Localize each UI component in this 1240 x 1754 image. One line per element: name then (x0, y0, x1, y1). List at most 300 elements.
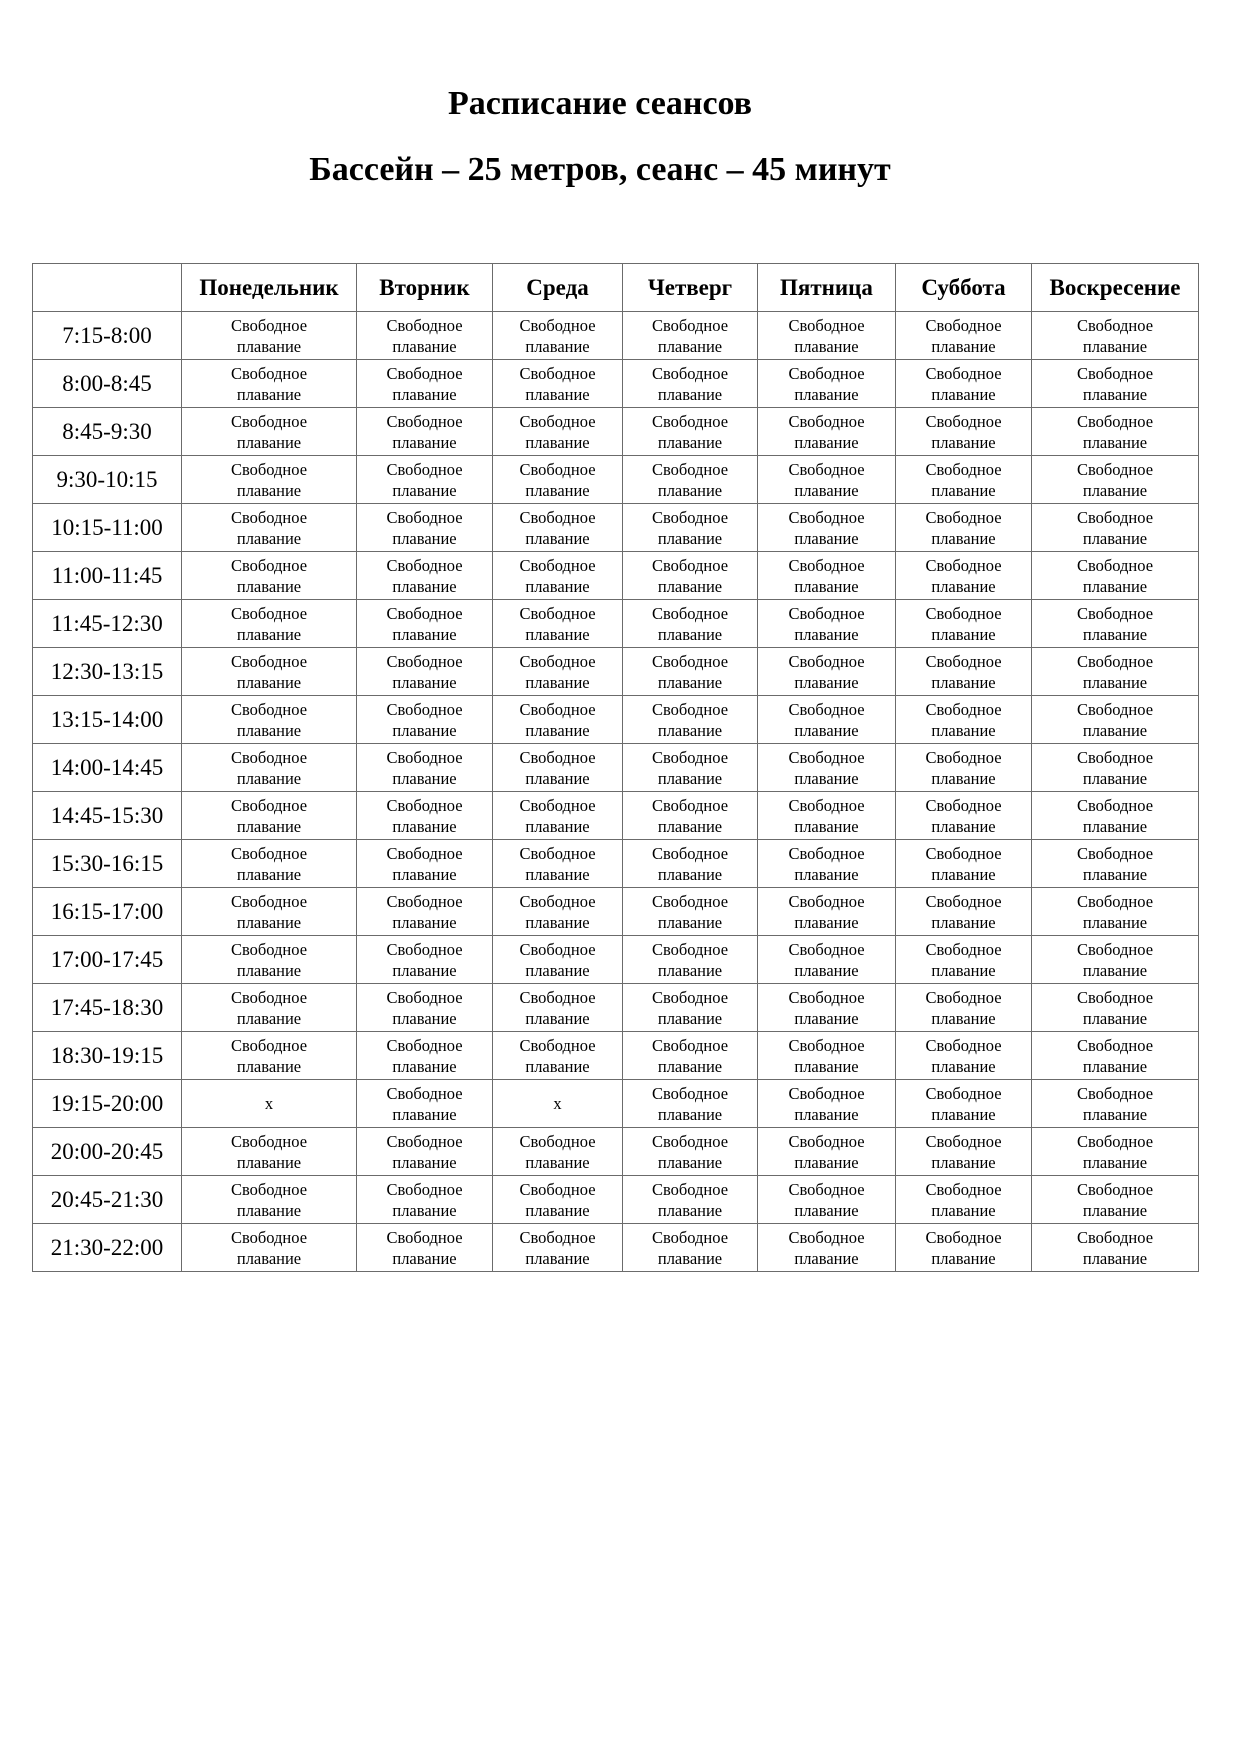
time-slot: 14:00-14:45 (33, 744, 182, 792)
session-label-line1: Свободное (1076, 1083, 1154, 1103)
session-label-line1: Свободное (1076, 315, 1154, 335)
session-label-line1: Свободное (651, 555, 729, 575)
session-label-line2: плавание (236, 624, 302, 644)
session-cell (1032, 504, 1199, 552)
session-label-line1: Свободное (651, 891, 729, 911)
session-cell (758, 792, 896, 840)
session-cell (1032, 600, 1199, 648)
session-label-line2: плавание (657, 384, 723, 404)
session-cell (896, 840, 1032, 888)
session-label-line1: Свободное (651, 1035, 729, 1055)
session-cell (182, 360, 357, 408)
session-label-line1: Свободное (1076, 411, 1154, 431)
session-label-line2: плавание (657, 576, 723, 596)
schedule-table (32, 263, 1199, 1272)
session-cell (493, 456, 623, 504)
time-slot: 13:15-14:00 (33, 696, 182, 744)
session-label-line1: Свободное (1076, 939, 1154, 959)
session-cell (758, 456, 896, 504)
session-label-line1: Свободное (230, 651, 308, 671)
session-label-line2: плавание (236, 1056, 302, 1076)
session-label-line2: плавание (525, 1008, 590, 1028)
session-label-line2: плавание (931, 528, 996, 548)
session-label-line2: плавание (794, 912, 859, 932)
session-cell (896, 1032, 1032, 1080)
session-label-line2: плавание (657, 1056, 723, 1076)
session-label-line1: Свободное (230, 747, 308, 767)
session-cell (758, 1032, 896, 1080)
session-label-line2: плавание (1082, 816, 1148, 836)
session-cell (182, 984, 357, 1032)
session-label-line2: плавание (392, 432, 457, 452)
table-row (33, 1032, 1199, 1080)
session-cell (623, 360, 758, 408)
session-cell (493, 984, 623, 1032)
session-cell (1032, 1080, 1199, 1128)
session-label-line2: плавание (657, 816, 723, 836)
session-label-line1: Свободное (386, 939, 463, 959)
session-cell (493, 888, 623, 936)
session-label-line1: Свободное (925, 507, 1002, 527)
session-label-line2: плавание (525, 384, 590, 404)
session-cell (623, 744, 758, 792)
session-label-line1: Свободное (925, 891, 1002, 911)
session-label-line2: плавание (794, 672, 859, 692)
session-label-line1: Свободное (1076, 987, 1154, 1007)
session-cell (182, 840, 357, 888)
session-cell (357, 456, 493, 504)
session-label-line1: Свободное (230, 363, 308, 383)
session-label-line2: плавание (236, 384, 302, 404)
session-label-line2: плавание (931, 576, 996, 596)
session-label-line1: Свободное (651, 1131, 729, 1151)
session-label-line1: Свободное (386, 1227, 463, 1247)
session-cell (182, 1176, 357, 1224)
session-cell (758, 1176, 896, 1224)
session-label-line2: плавание (794, 1200, 859, 1220)
session-label-line1: Свободное (1076, 1179, 1154, 1199)
session-label-line1: Свободное (230, 795, 308, 815)
session-cell (493, 360, 623, 408)
session-cell (182, 552, 357, 600)
session-label-line2: плавание (931, 1152, 996, 1172)
session-label-line2: плавание (392, 336, 457, 356)
session-label-line2: плавание (1082, 912, 1148, 932)
table-row (33, 696, 1199, 744)
day-header: Вторник (357, 264, 493, 312)
session-cell (896, 360, 1032, 408)
session-cell (623, 456, 758, 504)
session-label-line2: плавание (657, 1200, 723, 1220)
session-cell (182, 888, 357, 936)
time-slot: 15:30-16:15 (33, 840, 182, 888)
session-label-line1: Свободное (925, 363, 1002, 383)
session-label-line1: Свободное (519, 843, 596, 863)
session-label-line1: Свободное (386, 699, 463, 719)
session-label-line1: Свободное (1076, 843, 1154, 863)
session-cell (758, 312, 896, 360)
session-label-line1: Свободное (925, 939, 1002, 959)
session-cell (623, 792, 758, 840)
session-label-line1: Свободное (519, 1131, 596, 1151)
time-slot: 21:30-22:00 (33, 1224, 182, 1272)
session-label-line2: плавание (794, 1104, 859, 1124)
session-cell (493, 1176, 623, 1224)
session-label-line1: Свободное (925, 1083, 1002, 1103)
session-label-line1: Свободное (651, 315, 729, 335)
session-label-line2: плавание (794, 624, 859, 644)
session-label-line1: Свободное (230, 459, 308, 479)
session-cell (1032, 456, 1199, 504)
session-cell (182, 1128, 357, 1176)
time-slot: 8:00-8:45 (33, 360, 182, 408)
session-cell (1032, 1128, 1199, 1176)
session-label-line2: плавание (392, 1104, 457, 1124)
session-label-line2: плавание (392, 864, 457, 884)
session-label-line2: плавание (657, 1104, 723, 1124)
session-cell (1032, 1032, 1199, 1080)
session-cell (182, 504, 357, 552)
session-label-line1: Свободное (1076, 363, 1154, 383)
session-cell (758, 696, 896, 744)
day-header: Среда (493, 264, 623, 312)
session-cell (896, 696, 1032, 744)
session-label-line1: Свободное (1076, 1227, 1154, 1247)
session-cell (623, 1080, 758, 1128)
session-label-line2: плавание (236, 528, 302, 548)
session-cell (623, 1128, 758, 1176)
session-label-line2: плавание (236, 768, 302, 788)
session-cell (1032, 744, 1199, 792)
session-cell (357, 600, 493, 648)
session-label-line1: Свободное (788, 1035, 865, 1055)
closed-cell: x (182, 1080, 357, 1128)
session-label-line2: плавание (236, 672, 302, 692)
time-slot: 17:45-18:30 (33, 984, 182, 1032)
session-label-line2: плавание (236, 480, 302, 500)
session-label-line2: плавание (392, 384, 457, 404)
session-cell (896, 504, 1032, 552)
session-label-line2: плавание (794, 576, 859, 596)
session-label-line2: плавание (1082, 576, 1148, 596)
session-cell (493, 1224, 623, 1272)
session-label-line1: Свободное (519, 891, 596, 911)
session-label-line1: Свободное (230, 1227, 308, 1247)
session-label-line2: плавание (236, 1248, 302, 1268)
session-label-line1: Свободное (925, 843, 1002, 863)
session-label-line1: Свободное (788, 507, 865, 527)
session-label-line1: Свободное (386, 555, 463, 575)
session-cell (357, 1128, 493, 1176)
session-cell (357, 936, 493, 984)
session-cell (182, 1032, 357, 1080)
session-cell (357, 888, 493, 936)
session-label-line2: плавание (525, 480, 590, 500)
session-cell (896, 1080, 1032, 1128)
session-label-line1: Свободное (230, 555, 308, 575)
session-label-line1: Свободное (386, 603, 463, 623)
session-label-line2: плавание (657, 1152, 723, 1172)
session-label-line2: плавание (525, 816, 590, 836)
session-label-line2: плавание (931, 336, 996, 356)
session-cell (758, 984, 896, 1032)
session-label-line1: Свободное (230, 939, 308, 959)
session-cell (493, 696, 623, 744)
time-slot: 11:45-12:30 (33, 600, 182, 648)
session-label-line2: плавание (392, 816, 457, 836)
session-cell (1032, 1176, 1199, 1224)
session-label-line1: Свободное (386, 411, 463, 431)
session-label-line1: Свободное (386, 315, 463, 335)
table-row (33, 552, 1199, 600)
session-label-line1: Свободное (230, 603, 308, 623)
session-cell (182, 456, 357, 504)
session-label-line2: плавание (525, 1152, 590, 1172)
session-label-line2: плавание (657, 912, 723, 932)
session-label-line2: плавание (931, 480, 996, 500)
session-label-line1: Свободное (925, 747, 1002, 767)
session-label-line2: плавание (931, 1200, 996, 1220)
session-label-line2: плавание (525, 1248, 590, 1268)
session-label-line1: Свободное (230, 699, 308, 719)
session-label-line2: плавание (931, 672, 996, 692)
session-label-line1: Свободное (519, 459, 596, 479)
session-cell (758, 408, 896, 456)
session-label-line1: Свободное (651, 939, 729, 959)
session-cell (493, 648, 623, 696)
time-slot: 7:15-8:00 (33, 312, 182, 360)
session-cell (1032, 792, 1199, 840)
session-cell (623, 312, 758, 360)
session-cell (493, 840, 623, 888)
session-label-line2: плавание (1082, 624, 1148, 644)
session-label-line2: плавание (657, 672, 723, 692)
session-label-line1: Свободное (788, 603, 865, 623)
session-label-line2: плавание (1082, 1200, 1148, 1220)
session-label-line1: Свободное (788, 1227, 865, 1247)
corner-cell (33, 264, 182, 312)
session-label-line2: плавание (1082, 672, 1148, 692)
session-cell (758, 600, 896, 648)
session-label-line1: Свободное (925, 1131, 1002, 1151)
session-cell (758, 1128, 896, 1176)
session-label-line2: плавание (525, 1056, 590, 1076)
session-cell (493, 552, 623, 600)
session-cell (493, 600, 623, 648)
session-label-line1: Свободное (519, 987, 596, 1007)
time-slot: 8:45-9:30 (33, 408, 182, 456)
session-cell (1032, 696, 1199, 744)
session-label-line2: плавание (392, 960, 457, 980)
session-label-line1: Свободное (519, 1035, 596, 1055)
session-label-line1: Свободное (1076, 651, 1154, 671)
session-label-line1: Свободное (651, 747, 729, 767)
time-slot: 14:45-15:30 (33, 792, 182, 840)
session-label-line1: Свободное (230, 315, 308, 335)
session-cell (357, 1080, 493, 1128)
session-label-line2: плавание (236, 720, 302, 740)
session-label-line1: Свободное (1076, 507, 1154, 527)
session-label-line1: Свободное (651, 699, 729, 719)
session-label-line1: Свободное (651, 459, 729, 479)
session-cell (182, 1224, 357, 1272)
session-label-line2: плавание (392, 720, 457, 740)
session-cell (896, 1224, 1032, 1272)
closed-cell: x (493, 1080, 623, 1128)
session-label-line1: Свободное (925, 1227, 1002, 1247)
day-header: Воскресение (1032, 264, 1199, 312)
session-label-line1: Свободное (519, 699, 596, 719)
session-cell (1032, 360, 1199, 408)
session-label-line1: Свободное (788, 411, 865, 431)
session-label-line1: Свободное (925, 459, 1002, 479)
session-cell (357, 1176, 493, 1224)
session-label-line1: Свободное (519, 603, 596, 623)
time-slot: 9:30-10:15 (33, 456, 182, 504)
session-label-line1: Свободное (386, 651, 463, 671)
table-row (33, 312, 1199, 360)
session-label-line1: Свободное (519, 795, 596, 815)
time-slot: 20:00-20:45 (33, 1128, 182, 1176)
session-label-line2: плавание (1082, 720, 1148, 740)
session-label-line2: плавание (794, 864, 859, 884)
session-label-line1: Свободное (651, 507, 729, 527)
session-label-line2: плавание (1082, 480, 1148, 500)
session-label-line1: Свободное (519, 555, 596, 575)
session-label-line2: плавание (392, 528, 457, 548)
session-label-line2: плавание (236, 1008, 302, 1028)
table-row (33, 1224, 1199, 1272)
session-label-line1: Свободное (651, 363, 729, 383)
session-label-line1: Свободное (230, 507, 308, 527)
session-cell (896, 1128, 1032, 1176)
session-cell (623, 1176, 758, 1224)
session-label-line2: плавание (931, 960, 996, 980)
session-label-line1: Свободное (788, 987, 865, 1007)
session-label-line2: плавание (794, 432, 859, 452)
session-label-line2: плавание (794, 1008, 859, 1028)
session-label-line2: плавание (525, 864, 590, 884)
session-label-line1: Свободное (651, 1227, 729, 1247)
session-label-line2: плавание (931, 1056, 996, 1076)
session-label-line2: плавание (236, 960, 302, 980)
session-cell (1032, 984, 1199, 1032)
session-cell (357, 840, 493, 888)
session-label-line2: плавание (525, 720, 590, 740)
session-label-line1: Свободное (925, 795, 1002, 815)
table-row (33, 1080, 1199, 1128)
session-label-line1: Свободное (230, 843, 308, 863)
session-cell (1032, 1224, 1199, 1272)
session-cell (896, 792, 1032, 840)
session-cell (623, 600, 758, 648)
session-label-line1: Свободное (1076, 459, 1154, 479)
table-row (33, 888, 1199, 936)
session-cell (1032, 408, 1199, 456)
session-cell (493, 408, 623, 456)
table-row (33, 600, 1199, 648)
session-label-line1: Свободное (788, 363, 865, 383)
session-label-line1: Свободное (925, 1179, 1002, 1199)
session-label-line1: Свободное (230, 411, 308, 431)
session-cell (896, 984, 1032, 1032)
session-label-line1: Свободное (230, 1035, 308, 1055)
session-cell (357, 360, 493, 408)
page-title: Расписание сеансов (447, 85, 753, 122)
session-label-line1: Свободное (788, 747, 865, 767)
session-cell (493, 744, 623, 792)
session-label-line1: Свободное (925, 315, 1002, 335)
session-label-line1: Свободное (1076, 891, 1154, 911)
table-row (33, 936, 1199, 984)
session-label-line2: плавание (1082, 336, 1148, 356)
session-label-line2: плавание (392, 1200, 457, 1220)
session-label-line2: плавание (392, 1008, 457, 1028)
session-label-line1: Свободное (230, 1131, 308, 1151)
table-row (33, 504, 1199, 552)
session-label-line2: плавание (1082, 960, 1148, 980)
session-label-line1: Свободное (519, 747, 596, 767)
session-label-line2: плавание (931, 864, 996, 884)
session-label-line1: Свободное (651, 843, 729, 863)
session-label-line2: плавание (236, 432, 302, 452)
session-label-line1: Свободное (925, 987, 1002, 1007)
session-cell (758, 1224, 896, 1272)
session-label-line2: плавание (657, 624, 723, 644)
session-label-line2: плавание (794, 1056, 859, 1076)
session-label-line1: Свободное (519, 1227, 596, 1247)
table-row (33, 792, 1199, 840)
session-label-line1: Свободное (788, 1179, 865, 1199)
table-row (33, 744, 1199, 792)
session-label-line1: Свободное (925, 603, 1002, 623)
header-row (33, 264, 1199, 312)
time-slot: 17:00-17:45 (33, 936, 182, 984)
session-label-line2: плавание (525, 1200, 590, 1220)
session-label-line1: Свободное (1076, 795, 1154, 815)
session-label-line1: Свободное (788, 843, 865, 863)
session-label-line2: плавание (525, 432, 590, 452)
session-cell (758, 648, 896, 696)
session-label-line2: плавание (1082, 528, 1148, 548)
session-label-line2: плавание (931, 384, 996, 404)
session-label-line2: плавание (657, 768, 723, 788)
session-label-line2: плавание (525, 768, 590, 788)
session-cell (623, 648, 758, 696)
time-slot: 11:00-11:45 (33, 552, 182, 600)
session-label-line2: плавание (392, 1152, 457, 1172)
session-label-line2: плавание (794, 720, 859, 740)
table-row (33, 408, 1199, 456)
session-cell (182, 408, 357, 456)
session-label-line2: плавание (794, 768, 859, 788)
session-label-line1: Свободное (788, 1131, 865, 1151)
session-label-line1: Свободное (925, 555, 1002, 575)
session-label-line2: плавание (1082, 1104, 1148, 1124)
session-label-line1: Свободное (386, 1035, 463, 1055)
session-label-line1: Свободное (925, 1035, 1002, 1055)
day-header: Суббота (896, 264, 1032, 312)
session-cell (182, 600, 357, 648)
session-label-line1: Свободное (519, 363, 596, 383)
session-label-line2: плавание (794, 528, 859, 548)
session-label-line1: Свободное (386, 1131, 463, 1151)
session-label-line1: Свободное (788, 555, 865, 575)
session-label-line2: плавание (931, 768, 996, 788)
session-label-line1: Свободное (519, 315, 596, 335)
session-label-line2: плавание (525, 960, 590, 980)
session-cell (623, 504, 758, 552)
